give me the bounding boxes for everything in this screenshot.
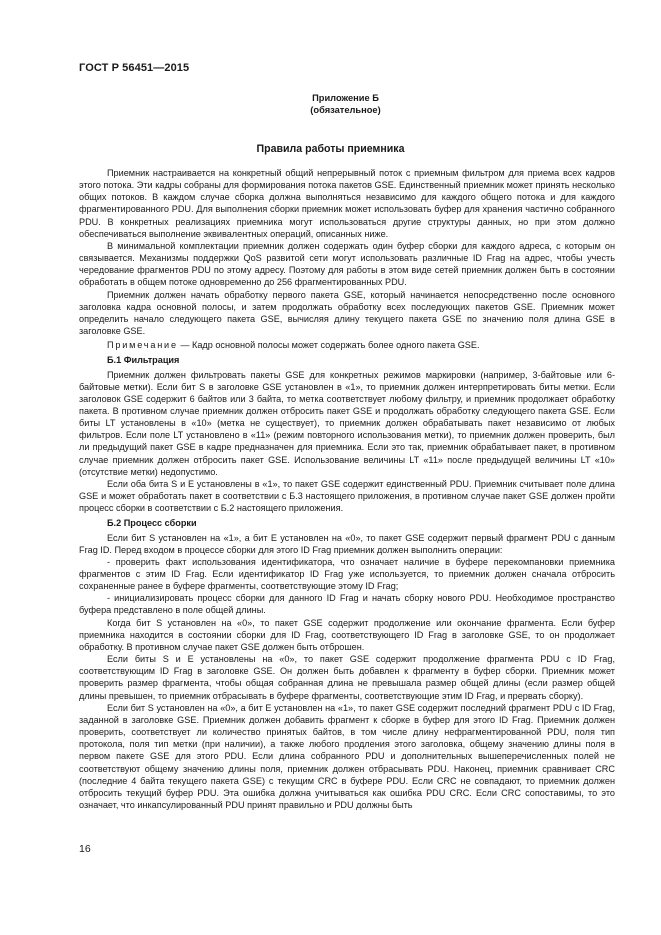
note-dash: —	[177, 340, 193, 351]
note-text: Кадр основной полосы может содержать более одного пакета GSE.	[192, 340, 480, 351]
section-2-paragraph-1: Если бит S установлен на «1», а бит E установлен на «0», то пакет GSE содержит первый фрагмент PDU с данным Frag ID. Перед входом в процессе сборки для этого ID Frag приемник должен выполнить операции:	[79, 532, 615, 555]
section-2-paragraph-3: Если биты S и E установлены на «0», то пакет GSE содержит продолжение фрагмента PDU с ID Frag, соответствующим ID Frag в заголовке GSE. Он должен быть добавлен к фрагменту в буфер сборки. Приемник может проверить размер фрагмента, чтобы общая собранная длина не превышала размер общей длины (если размер общей длины превышен, то приемник отбрасывать в буфере фрагменты, соответствующие этим ID Frag, и прервать сборку).	[79, 654, 615, 701]
note-label: Примечание	[107, 340, 178, 351]
appendix-heading	[0, 92, 661, 116]
section-2-list-item-1: - проверить факт использования идентификатора, что означает наличие в буфере перекомпановки приемника фрагментов с этим ID Frag. Если идентификатор ID Frag уже используется, то приемник должен сначала отбросить сохраненные ранее в буфере фрагменты, соответствующие этому ID Frag;	[79, 556, 615, 592]
body-text	[79, 167, 615, 811]
page-title: Правила работы приемника	[256, 143, 405, 155]
section-heading-assembly: Б.2 Процесс сборки	[107, 518, 197, 529]
section-2-list-item-2: - инициализировать процесс сборки для данного ID Frag и начать сборку нового PDU. Необходимое пространство буфера представлено в поле общей длины.	[79, 593, 615, 616]
document-id: ГОСТ Р 56451—2015	[79, 62, 190, 74]
intro-paragraph-3: Приемник должен начать обработку первого пакета GSE, который начинается непосредственно после основного заголовка кадра основной полосы, и затем продолжать обработку всех последующих пакетов GSE. Приемник может определить начало следующего пакета GSE, вычисляя длину текущего пакета GSE по значению поля длина GSE в заголовке GSE.	[79, 289, 615, 337]
intro-paragraph-1: Приемник настраивается на конкретный общий непрерывный поток с приемным фильтром для приема всех кадров этого потока. Эти кадры собраны для формирования потока пакетов GSE. Единственный приемник может принять несколько общих потоков. В каждом случае сборка должна выполняться независимо для каждого общего потока и для каждого фрагментированного PDU. Для выполнения сборки приемник может использовать буфер для хранения частично собранного PDU. В конкретных реализациях приемника могут использоваться другие структуры данных, но при этом должно обеспечиваться выполнение эквивалентных операций, описанных ниже.	[79, 168, 615, 239]
page-number: 16	[79, 843, 91, 855]
appendix-status: (обязательное)	[310, 105, 381, 115]
note	[79, 339, 615, 351]
section-heading-filtering: Б.1 Фильтрация	[107, 355, 180, 366]
section-1-paragraph-1: Приемник должен фильтровать пакеты GSE для конкретных режимов маркировки (например, 3-байтовые или 6-байтовые метки). Если бит S в заголовке GSE установлен в «1», то приемник должен интерпретировать биты метки. Если заголовок GSE содержит 6 байтов или 3 байта, то метка соответствует любому фильтру, и приемник продолжает обработку пакета. В противном случае приемник должен отбросить пакет GSE и продолжать обработку следующего пакета GSE. Если биты LT установлены в «10» (метка не существует), то приемник должен обрабатывать пакет независимо от любых фильтров. Если поле LT установлено в «11» (режим повторного использования метки), то приемник должен проверить, был ли предыдущий пакет GSE в кадре предназначен для приемника. Если это так, приемник обрабатывает пакет, в противном случае приемник должен отбросить пакет GSE. Использование величины LT «11» после предыдущей величины LT «10» (отсутствие метки) недопустимо.	[79, 369, 615, 477]
intro-paragraph-2: В минимальной комплектации приемник должен содержать один буфер сборки для каждого адреса, с которым он связывается. Механизмы поддержки QoS развитой сети могут использовать различные ID Frag на адрес, чтобы учесть чередование фрагментов PDU по этому адресу. Поэтому для работы в этом виде сетей приемник должен быть в состоянии обработать в общем потоке одновременно до 256 фрагментированных PDU.	[79, 240, 615, 288]
section-1-paragraph-2: Если оба бита S и E установлены в «1», то пакет GSE содержит единственный PDU. Приемник считывает поле длина GSE и может обработать пакет в соответствии с Б.3 настоящего приложения, в противном случае пакет GSE должен пройти процесс сборки в соответствии с Б.2 настоящего приложения.	[79, 478, 615, 514]
section-2-paragraph-2: Когда бит S установлен на «0», то пакет GSE содержит продолжение или окончание фрагмента. Если буфер приемника находится в состоянии сборки для ID Frag, соответствующего ID Frag в заголовке GSE, то он продолжает обработку. В противном случае пакет GSE должен быть отброшен.	[79, 617, 615, 652]
appendix-label: Приложение Б	[312, 93, 379, 103]
section-2-paragraph-4: Если бит S установлен на «0», а бит E установлен на «1», то пакет GSE содержит последний фрагмент PDU с ID Frag, заданной в заголовке GSE. Приемник должен добавить фрагмент к сборке в буфер для этого ID Frag. Приемник должен проверить, соответствует ли количество принятых байтов, в том числе длину нефрагментированной PDU, поля тип протокола, поля тип метки (при наличии), а также любого продления этого заголовка, общему значению длины поля в первом пакете GSE для этого PDU. Если длина собранного PDU и дополнительных вышеперечисленных полей не соответствуют общему значению длины поля, приемник должен отбрасывать PDU. Наконец, приемник сравнивает CRC (последние 4 байта текущего пакета GSE) с текущим CRC в буфере PDU. Если CRC не совпадают, то приемник должен отбросить текущий буфер PDU. Эта ошибка должна учитываться как ошибка PDU CRC. Если CRC сопоставимы, то это означает, что инкапсулированный PDU принят правильно и PDU должны быть	[79, 702, 615, 810]
